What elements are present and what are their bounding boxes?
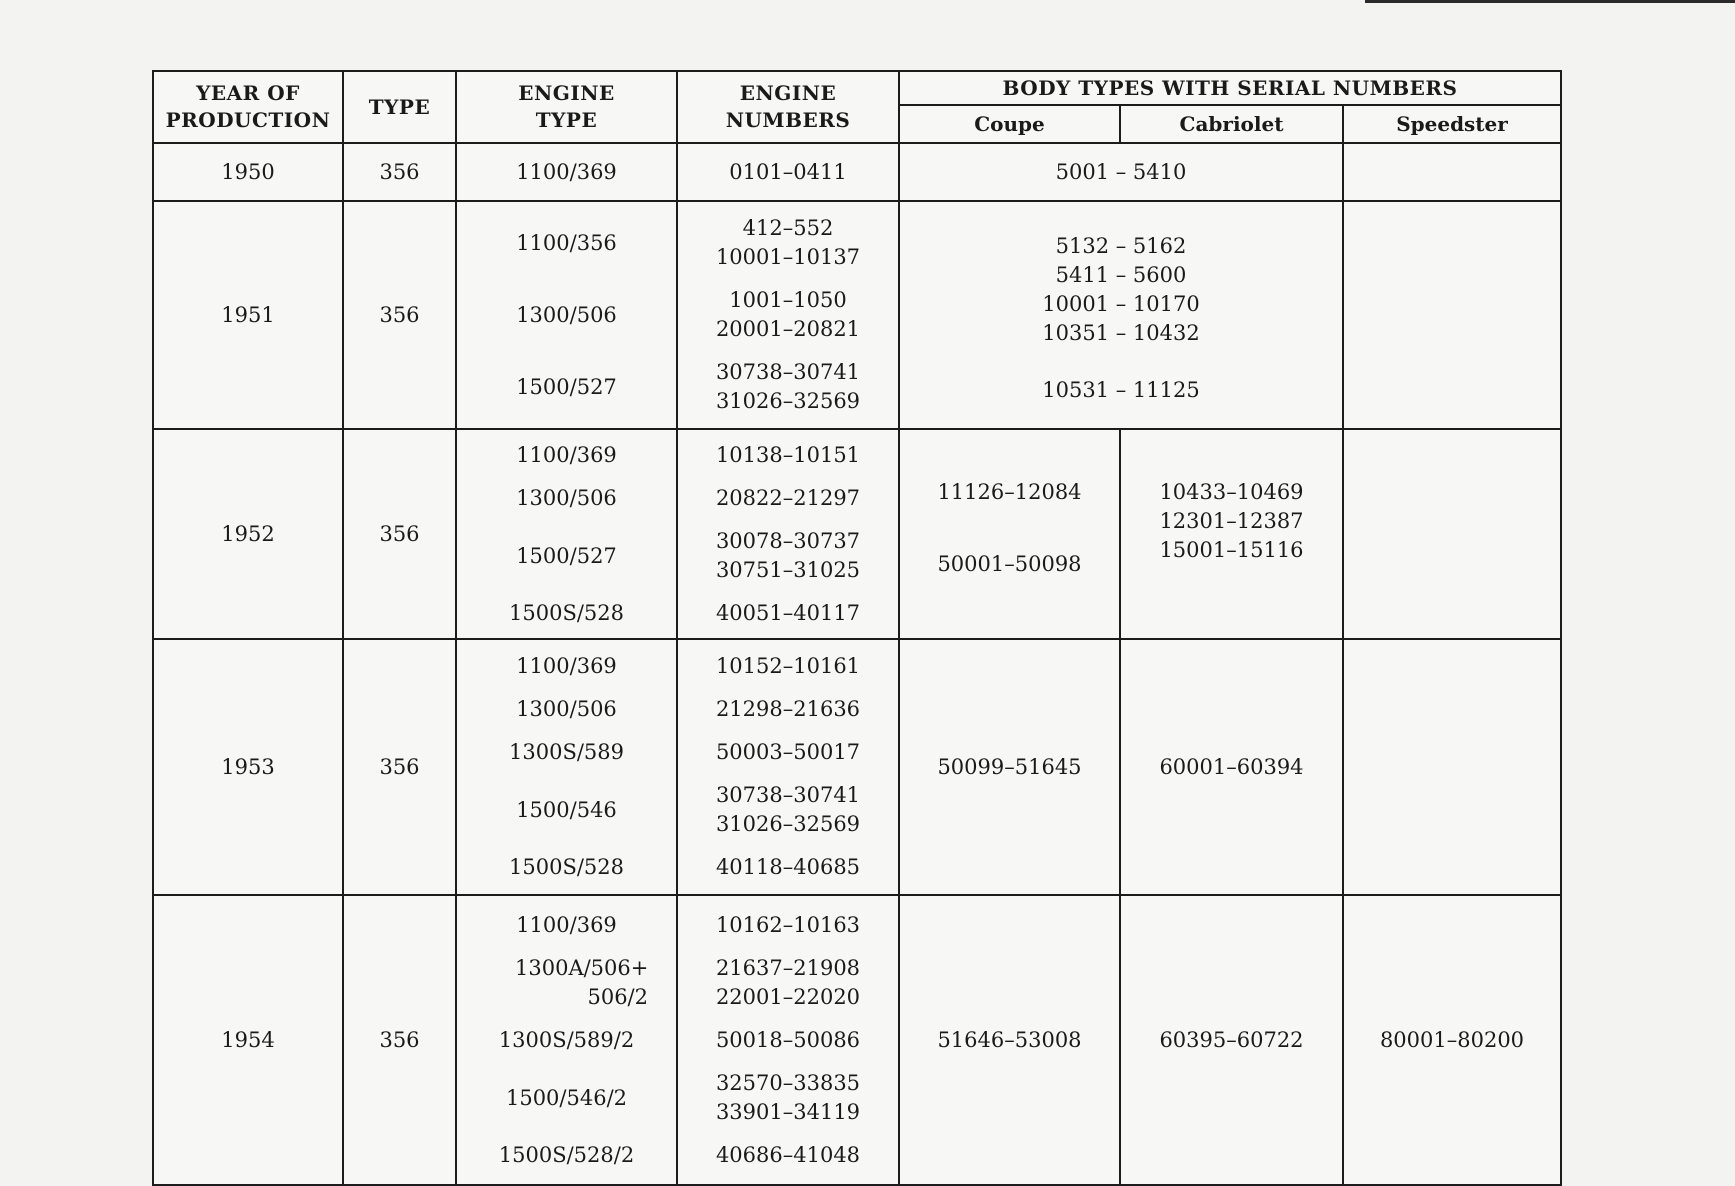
engine-type-cell: 1100/369 1300/506 1300S/589 1500/546 1500S/528 bbox=[456, 639, 677, 895]
speedster-cell bbox=[1343, 639, 1561, 895]
header-coupe: Coupe bbox=[899, 105, 1120, 143]
coupe-cell: 11126–12084 50001–50098 bbox=[899, 429, 1120, 639]
type-cell: 356 bbox=[343, 639, 456, 895]
engine-numbers-cell: 10162–10163 21637–21908 22001–22020 50018–50086 32570–33835 33901–34119 40686–41048 bbox=[677, 895, 899, 1185]
speedster-cell bbox=[1343, 429, 1561, 639]
engine-type-cell: 1100/369 1300/506 1500/527 1500S/528 bbox=[456, 429, 677, 639]
engine-numbers-cell: 10152–10161 21298–21636 50003–50017 30738–30741 31026–32569 40118–40685 bbox=[677, 639, 899, 895]
cabriolet-cell: 60001–60394 bbox=[1120, 639, 1343, 895]
header-year-of-production: YEAR OF PRODUCTION bbox=[153, 71, 343, 143]
header-body-types: BODY TYPES WITH SERIAL NUMBERS bbox=[899, 71, 1561, 105]
engine-numbers-cell: 10138–10151 20822–21297 30078–30737 30751–31025 40051–40117 bbox=[677, 429, 899, 639]
header-type: TYPE bbox=[343, 71, 456, 143]
year-cell: 1954 bbox=[153, 895, 343, 1185]
engine-type-cell: 1100/356 1300/506 1500/527 bbox=[456, 201, 677, 429]
cabriolet-cell: 10433–10469 12301–12387 15001–15116 bbox=[1120, 429, 1343, 639]
speedster-cell bbox=[1343, 143, 1561, 201]
scan-edge-mark bbox=[1365, 0, 1735, 3]
year-cell: 1952 bbox=[153, 429, 343, 639]
year-cell: 1953 bbox=[153, 639, 343, 895]
type-cell: 356 bbox=[343, 895, 456, 1185]
table-row-1952 bbox=[153, 429, 1561, 639]
table-row-1951 bbox=[153, 201, 1561, 429]
type-cell: 356 bbox=[343, 429, 456, 639]
serial-number-table bbox=[152, 70, 1562, 1186]
engine-type-cell: 1100/369 bbox=[456, 143, 677, 201]
body-serials-cell: 5001 – 5410 bbox=[899, 143, 1343, 201]
engine-numbers-cell: 412–552 10001–10137 1001–1050 20001–20821 30738–30741 31026–32569 bbox=[677, 201, 899, 429]
year-cell: 1951 bbox=[153, 201, 343, 429]
body-serials-cell: 5132 – 5162 5411 – 5600 10001 – 10170 10351 – 10432 10531 – 11125 bbox=[899, 201, 1343, 429]
table-row-1953 bbox=[153, 639, 1561, 895]
type-cell: 356 bbox=[343, 201, 456, 429]
table-row-1954 bbox=[153, 895, 1561, 1185]
engine-numbers-cell: 0101–0411 bbox=[677, 143, 899, 201]
year-cell: 1950 bbox=[153, 143, 343, 201]
coupe-cell: 50099–51645 bbox=[899, 639, 1120, 895]
coupe-cell: 51646–53008 bbox=[899, 895, 1120, 1185]
header-speedster: Speedster bbox=[1343, 105, 1561, 143]
speedster-cell bbox=[1343, 201, 1561, 429]
header-engine-type: ENGINE TYPE bbox=[456, 71, 677, 143]
header-engine-numbers: ENGINE NUMBERS bbox=[677, 71, 899, 143]
type-cell: 356 bbox=[343, 143, 456, 201]
cabriolet-cell: 60395–60722 bbox=[1120, 895, 1343, 1185]
table-row-1950 bbox=[153, 143, 1561, 201]
engine-type-cell: 1100/369 1300A/506+ 506/2 1300S/589/2 1500/546/2 1500S/528/2 bbox=[456, 895, 677, 1185]
header-cabriolet: Cabriolet bbox=[1120, 105, 1343, 143]
speedster-cell: 80001–80200 bbox=[1343, 895, 1561, 1185]
